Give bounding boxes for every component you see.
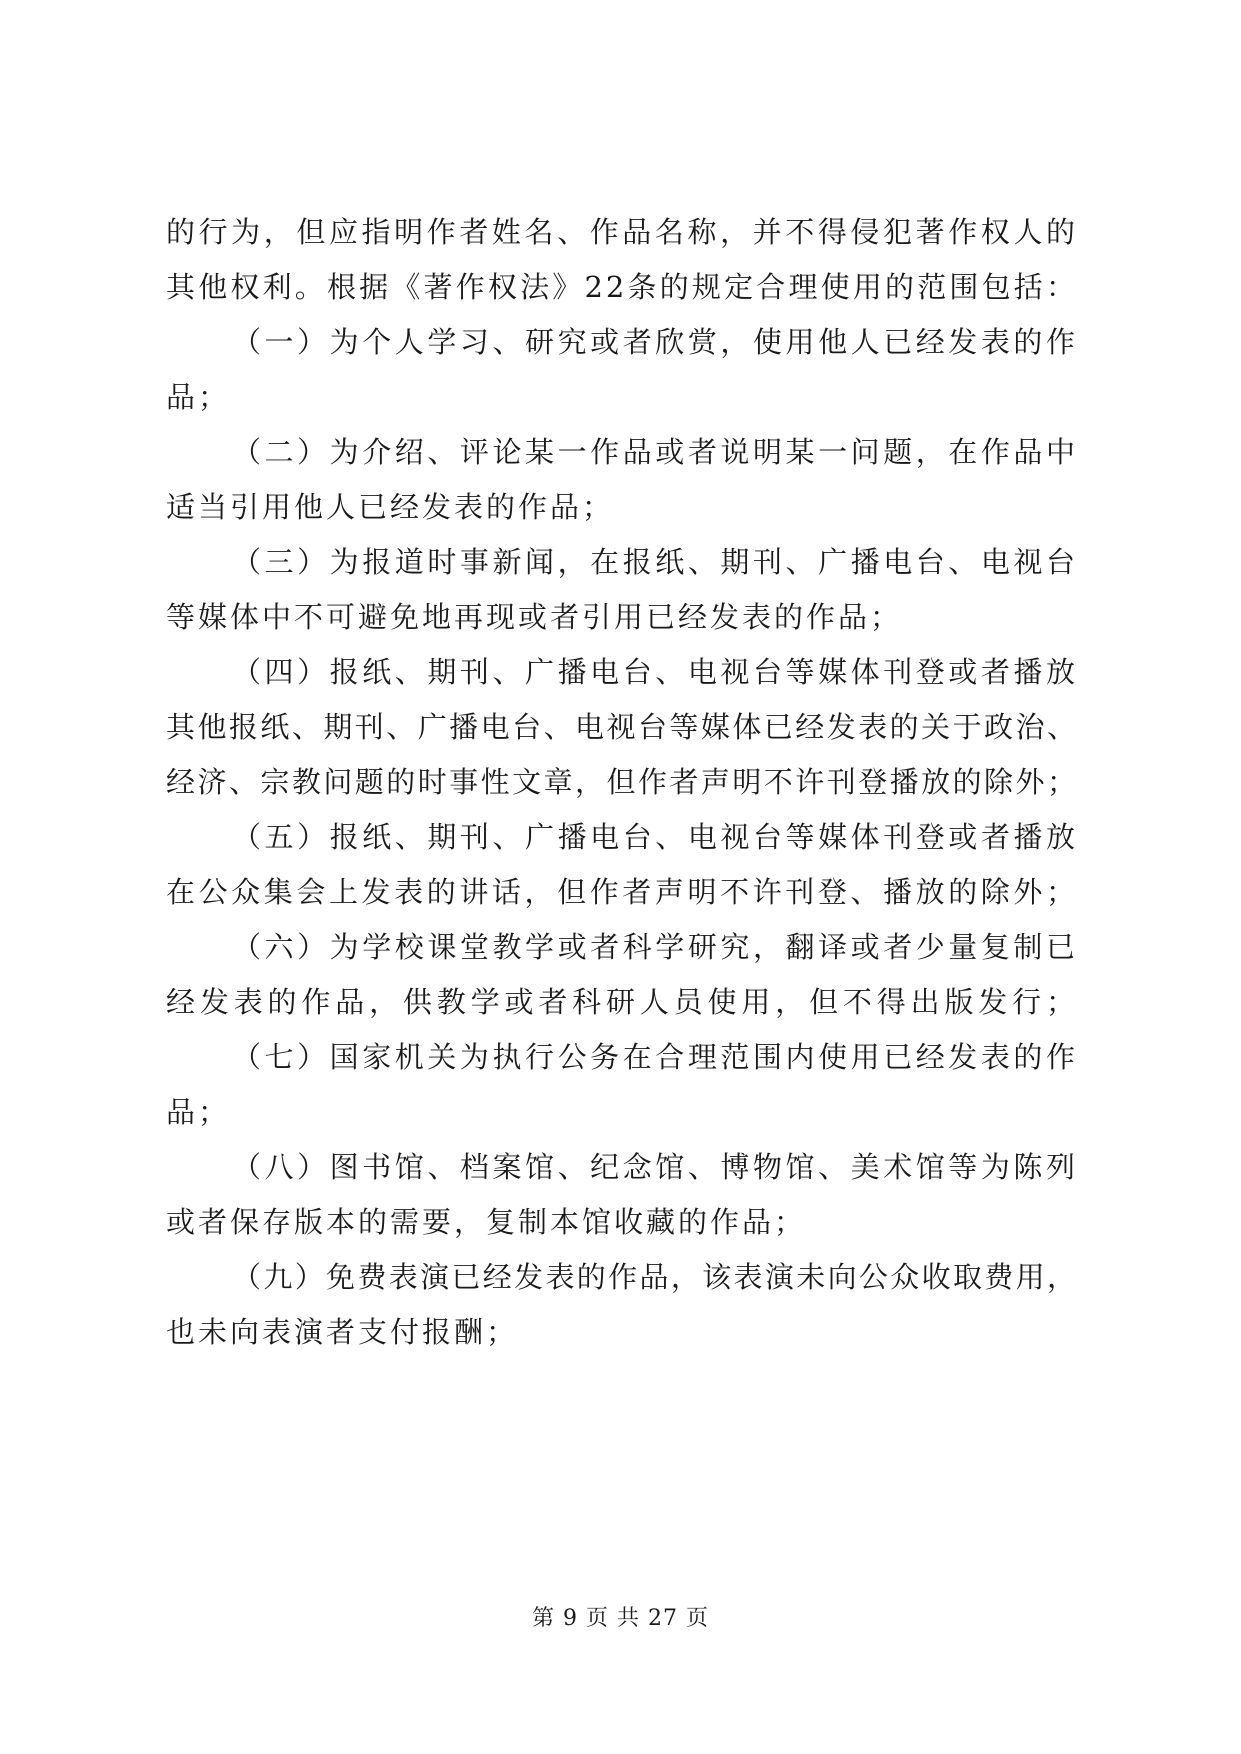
text-line: 其他权利。根据《著作权法》22条的规定合理使用的范围包括： [166,270,1078,304]
text-line: （四）报纸、期刊、广播电台、电视台等媒体刊登或者播放 [232,655,1078,689]
text-line: 也未向表演者支付报酬； [166,1315,519,1349]
text-line: （九）免费表演已经发表的作品，该表演未向公众收取费用， [232,1260,1078,1294]
text-line: 品； [166,380,231,414]
text-line: （六）为学校课堂教学或者科学研究，翻译或者少量复制已 [232,930,1078,964]
text-line: 品； [166,1095,231,1129]
text-line: 经济、宗教问题的时事性文章，但作者声明不许刊登播放的除外； [166,765,1078,799]
text-line: （二）为介绍、评论某一作品或者说明某一问题，在作品中 [232,435,1078,469]
text-line: 经发表的作品，供教学或者科研人员使用，但不得出版发行； [166,985,1078,1019]
text-line: 适当引用他人已经发表的作品； [166,490,615,524]
text-line: （一）为个人学习、研究或者欣赏，使用他人已经发表的作 [232,325,1078,359]
text-line: （七）国家机关为执行公务在合理范围内使用已经发表的作 [232,1040,1078,1074]
text-line: 的行为，但应指明作者姓名、作品名称，并不得侵犯著作权人的 [166,215,1078,249]
text-line: 或者保存版本的需要，复制本馆收藏的作品； [166,1205,807,1239]
text-line: 在公众集会上发表的讲话，但作者声明不许刊登、播放的除外； [166,875,1078,909]
text-line: （三）为报道时事新闻，在报纸、期刊、广播电台、电视台 [232,545,1078,579]
text-line: （八）图书馆、档案馆、纪念馆、博物馆、美术馆等为陈列 [232,1150,1078,1184]
text-line: 其他报纸、期刊、广播电台、电视台等媒体已经发表的关于政治、 [166,710,1078,744]
page-number-footer: 第 9 页 共 27 页 [532,1606,709,1631]
text-line: 等媒体中不可避免地再现或者引用已经发表的作品； [166,600,903,634]
text-line: （五）报纸、期刊、广播电台、电视台等媒体刊登或者播放 [232,820,1078,854]
